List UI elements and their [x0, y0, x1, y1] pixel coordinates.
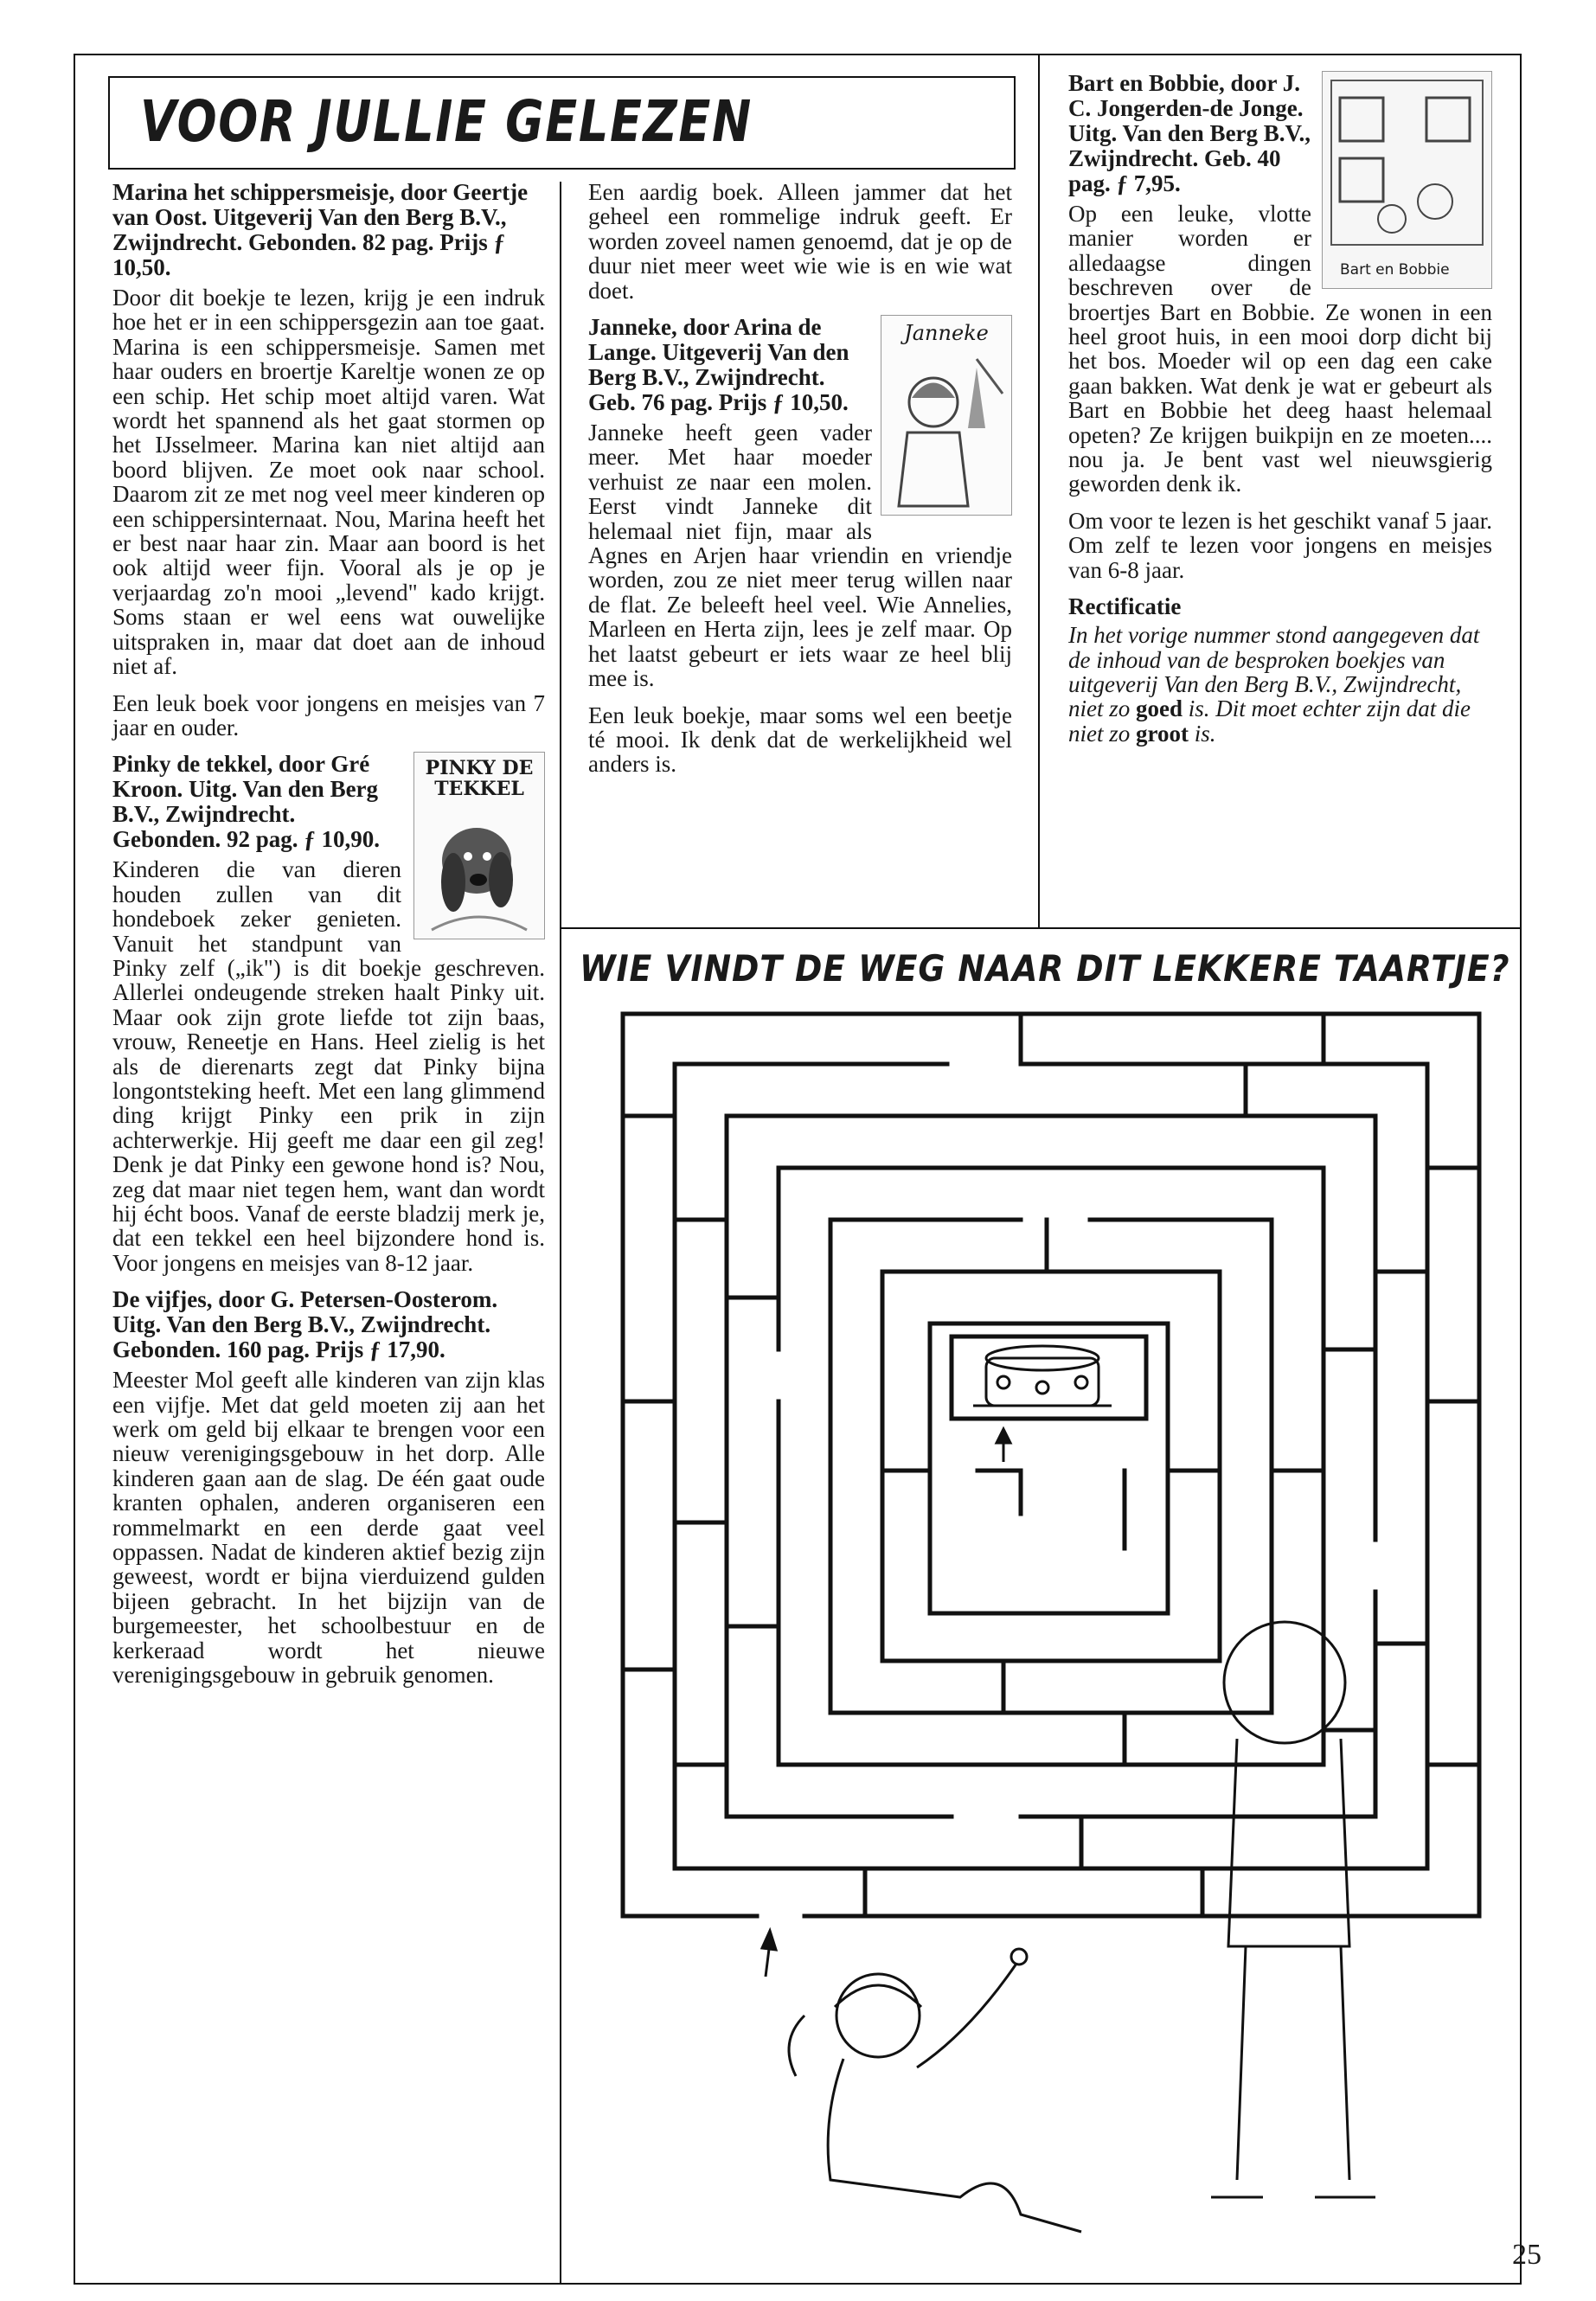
bart-cover-title: Bart en Bobbie: [1340, 261, 1450, 279]
review-verdict-vijfjes: Een aardig boek. Alleen jammer dat het geheel een rommelige indruk geeft. Er worden zoveel namen genoemd, dat je op de duur niet meer weet wie wie is en wie wat doet.: [588, 179, 1012, 304]
book-cover-bart-en-bobbie: [1322, 71, 1492, 289]
review-body-janneke: Janneke heeft geen vader meer. Met haar moeder verhuist ze naar een molen. Eerst vindt Janneke dit helemaal niet fijn, maar als Agnes en Arjen haar vriendin en vriendje worden, zou ze niet meer terug willen naar de flat. Ze beleeft heel veel. Wie Annelies, Marleen en Herta zijn, lees je zelf maar. Op het laatst gebeurt er iets waar ze heel blij mee is.: [588, 420, 1012, 692]
review-body-vijfjes: Meester Mol geeft alle kinderen van zijn klas een vijfje. Met dat geld moeten zij aan het werk om geld bij elkaar te brengen voor een nieuw verenigingsgebouw in het dorp. Alle kinderen gaan aan de slag. De één gaat oude kranten ophalen, anderen organiseren een rommelmarkt en een derde gaat veel oppassen. Nadat de kinderen aktief bezig zijn geweest, wordt er bijna vierduizend gulden bijeen gebracht. In het bijzijn van de burgemeester, het schoolbestuur en de kerkeraad wordt het nieuwe verenigingsgebouw in gebruik genomen.: [112, 1367, 545, 1689]
rectificatie-text-2: is. Dit moet echter zijn dat die niet zo: [1068, 695, 1471, 747]
review-heading-janneke: Janneke, door Arina de Lange. Uitgeverij Van den Berg B.V., Zwijndrecht. Geb. 76 pag. Prijs ƒ 10,50.: [588, 314, 849, 416]
dog-illustration-icon: [414, 800, 544, 939]
review-verdict-janneke: Een leuk boekje, maar soms wel een beetje té mooi. Ik denk dat de werkelijkheid wel anders is.: [588, 702, 1012, 778]
rectificatie-text-1: In het vorige nummer stond aangegeven dat de inhoud van de besproken boekjes van uitgeverij Van den Berg B.V., Zwijndrecht, niet zo: [1068, 622, 1480, 722]
house-illustration-icon: [1323, 72, 1491, 253]
review-heading-bart: Bart en Bobbie, door J. C. Jongerden-de Jonge. Uitg. Van den Berg B.V., Zwijndrecht. Geb. 40 pag. ƒ 7,95.: [1068, 70, 1311, 196]
book-cover-janneke: [881, 315, 1012, 516]
book-cover-pinky: [413, 752, 545, 939]
review-body-pinky: Kinderen die van dieren houden zullen van dit hondeboek zeker genieten. Vanuit het standpunt van Pinky zelf („ik") is dit boekje geschreven. Allerlei ondeugende streken haalt Pinky uit. Maar ook zijn grote liefde tot zijn baas, vrouw, Reneetje en Hans. Heel zielig is het als de dierenarts zegt dat Pinky bijna longontsteking heeft. Met een lang glimmend ding krijgt Pinky een prik in zijn achterwerkje. Hij geeft me daar een gil zeg! Denk je dat Pinky een gewone hond is? Nou, zeg dat maar niet tegen hem, want dan wordt hij écht boos. Vanaf de eerste bladzij merk je, dat een tekkel een heel bijzondere hond is. Voor jongens en meisjes van 8-12 jaar.: [112, 856, 545, 1276]
pinky-cover-title: PINKY DE TEKKEL: [425, 757, 534, 801]
page-number: 25: [1512, 2239, 1542, 2271]
review-body-bart: Op een leuke, vlotte manier worden er alledaagse dingen beschreven over de broertjes Bart en Bobbie. Ze wonen in een heel groot huis, in een mooi dorp dicht bij het bos. Moeder wil op een dag een cake gaan bakken. Wat denk je wat er gebeurt als Bart en Bobbie het deeg haast helemaal opeten? Ze krijgen buikpijn en ze moeten.... nou ja. Je bent vast wel nieuwsgierig geworden denk ik.: [1068, 201, 1492, 497]
rectificatie-heading: Rectificatie: [1068, 593, 1182, 620]
janneke-cover-title: Janneke: [904, 321, 989, 346]
review-verdict-bart: Om voor te lezen is het geschikt vanaf 5 jaar. Om zelf te lezen voor jongens en meisjes van 6-8 jaar.: [1068, 507, 1492, 583]
review-heading-marina: Marina het schippersmeisje, door Geertje van Oost. Uitgeverij Van den Berg B.V., Zwijndrecht. Gebonden. 82 pag. Prijs ƒ 10,50.: [112, 179, 529, 280]
rectificatie-bold-1: goed: [1136, 695, 1183, 722]
rectificatie-text-3: is.: [1194, 720, 1216, 747]
column-left: [112, 180, 545, 1700]
review-verdict-marina: Een leuk boek voor jongens en meisjes van 7 jaar en ouder.: [112, 689, 545, 740]
janneke-block: [588, 315, 1012, 690]
maze-top-rule: [560, 927, 1520, 929]
column-rule-right: [1038, 54, 1040, 927]
section-title-box: [108, 76, 1016, 170]
review-heading-pinky: Pinky de tekkel, door Gré Kroon. Uitg. Van den Berg B.V., Zwijndrecht. Gebonden. 92 pag. ƒ 10,90.: [112, 751, 381, 853]
review-body-marina: Door dit boekje te lezen, krijg je een indruk hoe het er in een schippersgezin aan toe gaat. Marina is een schippersmeisje. Samen met haar ouders en broertje Kareltje wonen ze op een schip. Het schip moet altijd varen. Wat wordt het spannend als het gaat stormen op het IJsselmeer. Marina kan niet altijd aan boord blijven. Ze moet ook naar school. Daarom zit ze met nog veel meer kinderen op een schippersinternaat. Nou, Marina heeft het er best naar haar zin. Maar aan boord is het ook altijd weer fijn. Vooral als je op je verjaardag zo'n mooi „levend" kado krijgt. Soms staan er wel eens wat ouwelijke uitspraken in, maar dat doet aan de inhoud niet af.: [112, 285, 545, 680]
section-title: VOOR JULLIE GELEZEN: [140, 88, 753, 155]
rectificatie-body: [1068, 623, 1492, 746]
rectificatie-bold-2: groot: [1136, 720, 1189, 747]
column-middle: [588, 180, 1012, 789]
column-right: [1068, 71, 1492, 758]
maze-title: WIE VINDT DE WEG NAAR DIT LEKKERE TAARTJE?: [580, 947, 1510, 990]
pinky-block: [112, 752, 545, 1275]
girl-windmill-illustration-icon: [881, 350, 1011, 515]
column-rule-left: [560, 182, 561, 2284]
review-heading-vijfjes: De vijfjes, door G. Petersen-Oosterom. Uitg. Van den Berg B.V., Zwijndrecht. Gebonden. 160 pag. Prijs ƒ 17,90.: [112, 1286, 498, 1363]
